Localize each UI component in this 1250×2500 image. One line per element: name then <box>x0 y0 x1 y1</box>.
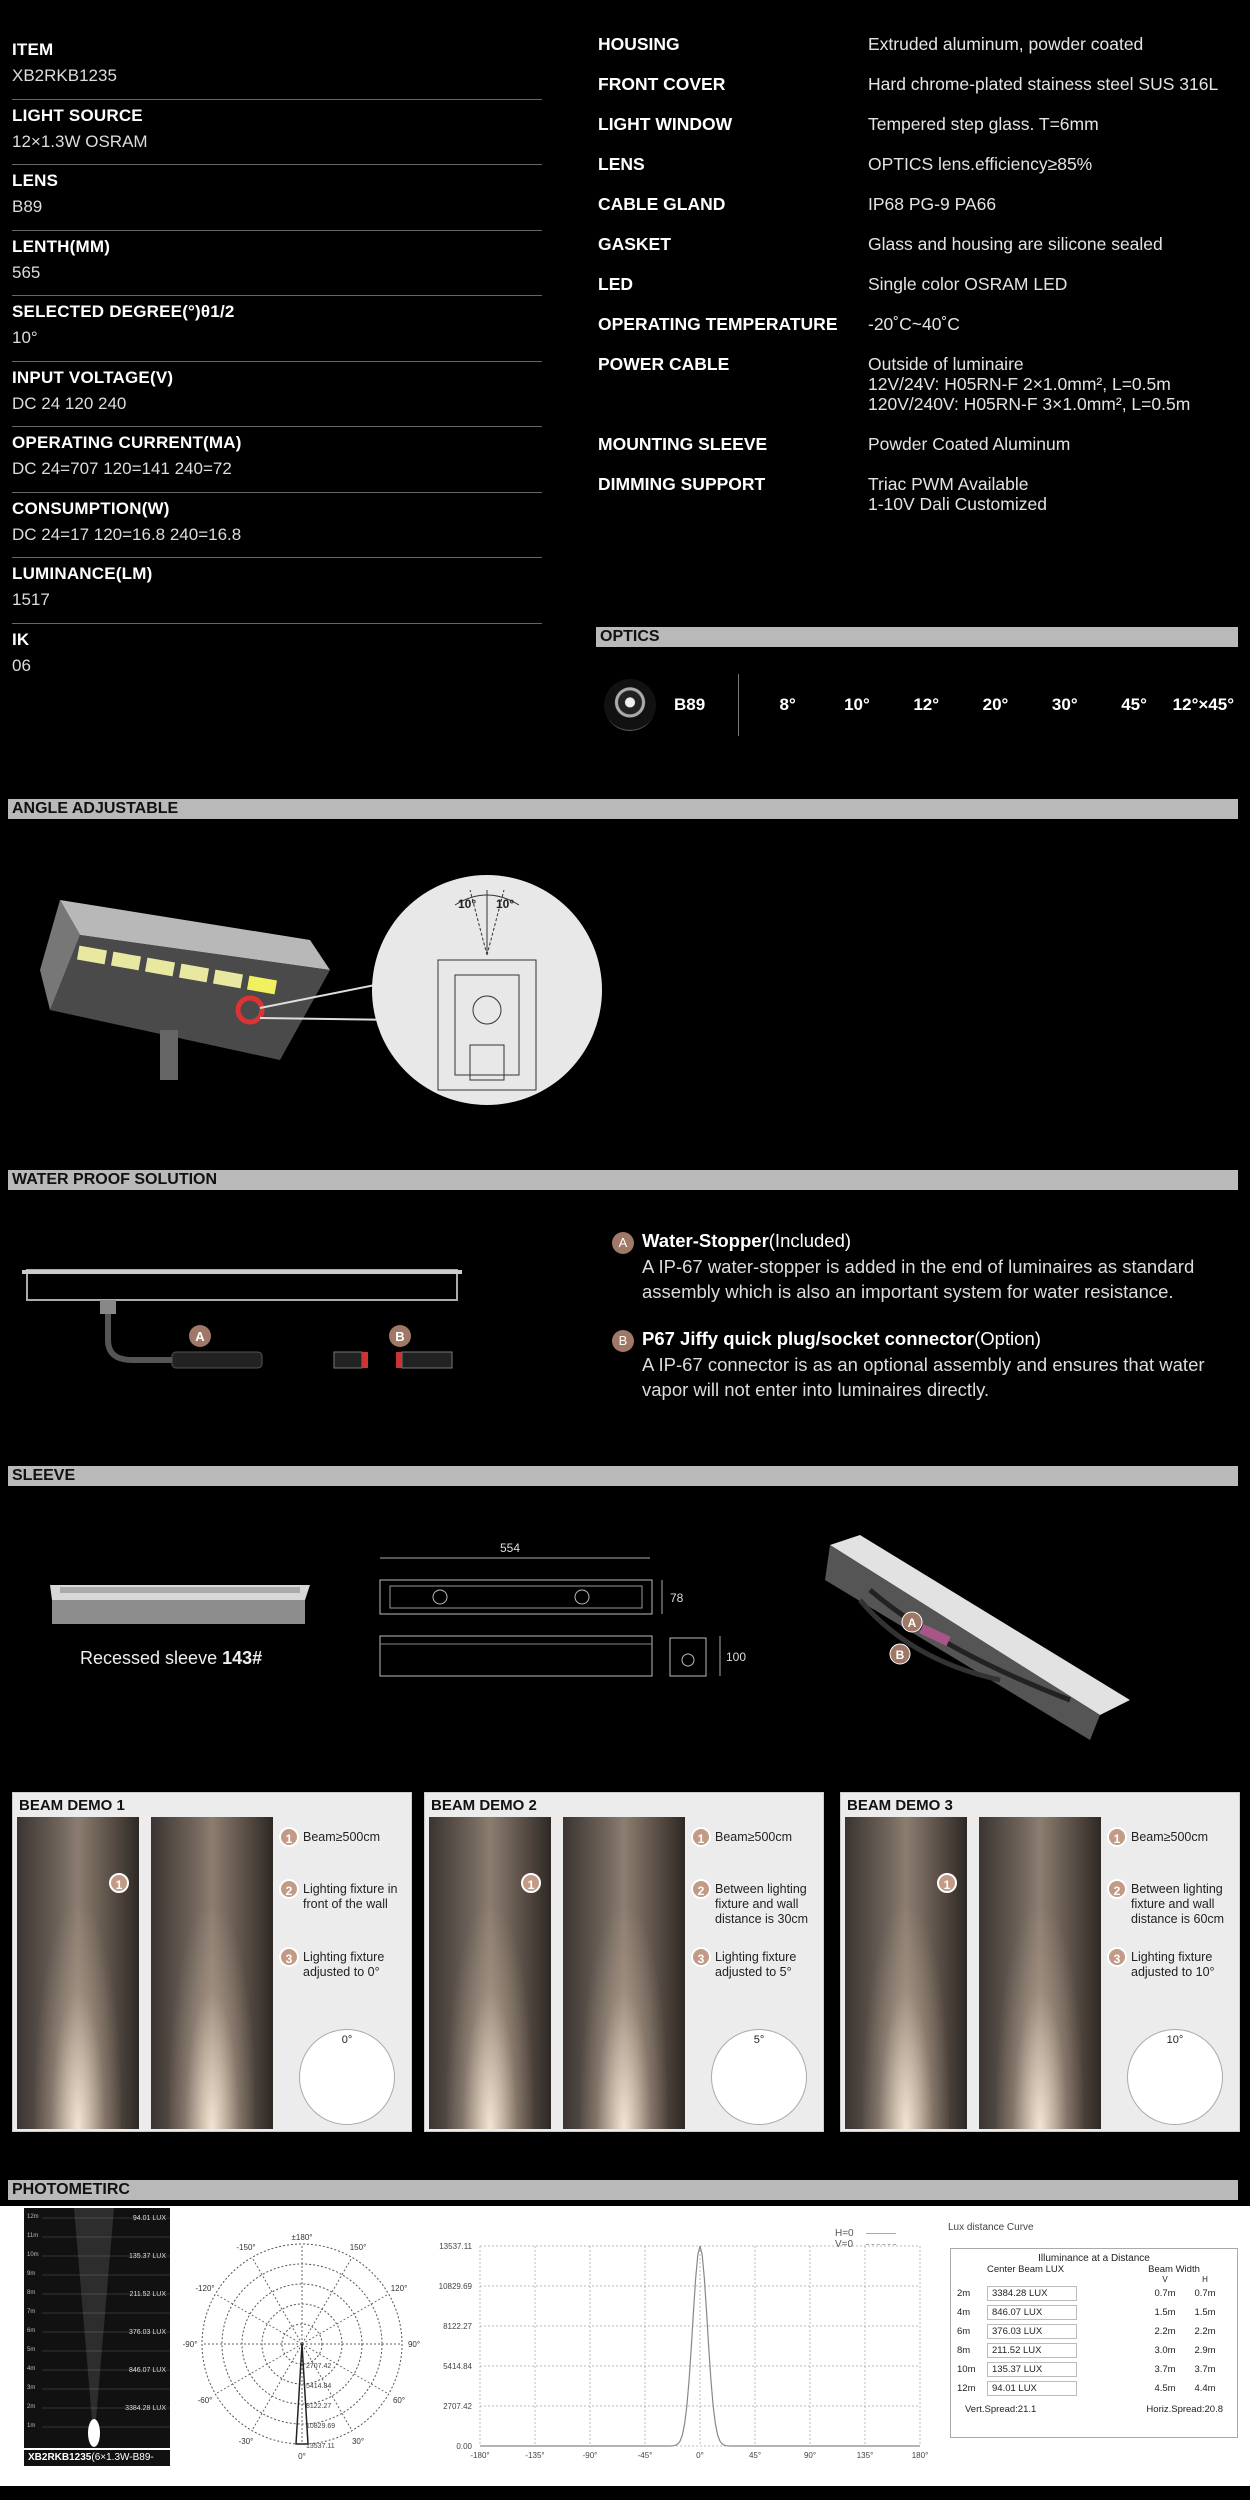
polar-value: 5414.84 <box>306 2383 332 2390</box>
curve-x-tick: 0° <box>696 2451 704 2460</box>
spec-label: INPUT VOLTAGE(V) <box>12 367 174 387</box>
demo-number-badge: 3 <box>691 1947 711 1967</box>
ladder-distance: 7m <box>27 2309 36 2315</box>
vert-spread: Vert.Spread:21.1 <box>965 2404 1037 2415</box>
material-value-line: Triac PWM Available <box>868 474 1029 494</box>
demo-note: Beam≥500cm <box>715 1830 793 1844</box>
optics-row <box>598 670 1238 740</box>
curve-x-tick: 135° <box>856 2451 874 2460</box>
sleeve-drawing <box>370 1540 750 1690</box>
optics-degree: 45° <box>1121 695 1147 714</box>
lux-ladder <box>24 2208 170 2448</box>
material-label: FRONT COVER <box>598 74 726 94</box>
spec-label: LIGHT SOURCE <box>12 105 143 125</box>
sleeve-depth: 100 <box>726 1650 747 1664</box>
curve-y-tick: 13537.11 <box>439 2242 472 2251</box>
spec-item <box>12 165 542 231</box>
curve-y-tick: 2707.42 <box>443 2402 472 2411</box>
material-value-line: 12V/24V: H05RN-F 2×1.0mm², L=0.5m <box>868 374 1171 394</box>
spec-value: 06 <box>12 655 31 675</box>
material-row <box>598 234 1238 274</box>
demo-number-badge: 3 <box>279 1947 299 1967</box>
material-value-line: IP68 PG-9 PA66 <box>868 194 997 214</box>
material-row <box>598 434 1238 474</box>
optics-degree: 10° <box>844 695 870 714</box>
ladder-distance: 8m <box>27 2290 36 2296</box>
waterproof-text <box>612 1228 1232 1402</box>
ladder-distance: 9m <box>27 2271 36 2277</box>
table-row: 2m 3384.28 LUX 0.7m 0.7m <box>957 2288 1216 2299</box>
material-value-line: Outside of luminaire <box>868 354 1024 374</box>
material-label: GASKET <box>598 234 671 254</box>
demo-note: Lighting fixture adjusted to 0° <box>303 1950 385 1979</box>
material-row <box>598 194 1238 234</box>
spec-label: ITEM <box>12 40 54 59</box>
material-row <box>598 354 1238 434</box>
material-label: HOUSING <box>598 34 680 54</box>
material-value-line: 120V/240V: H05RN-F 3×1.0mm², L=0.5m <box>868 394 1191 414</box>
demo-number-badge: 2 <box>279 1879 299 1899</box>
spec-label: OPERATING CURRENT(MA) <box>12 433 242 452</box>
material-label: LED <box>598 274 633 294</box>
curve-x-tick: 180° <box>911 2451 929 2460</box>
material-value <box>868 74 1238 114</box>
spec-item <box>12 427 542 493</box>
material-value <box>868 314 1238 354</box>
col-h: H <box>1202 2275 1208 2284</box>
demo-number-badge: 1 <box>279 1827 299 1847</box>
sleeve-height: 78 <box>670 1591 684 1605</box>
demo-note: Lighting fixture in front of the wall <box>303 1882 398 1911</box>
angle-gauge <box>711 2029 807 2125</box>
materials-table <box>598 34 1238 534</box>
demo-number-badge: 1 <box>1107 1827 1127 1847</box>
curve-x-tick: -135° <box>525 2451 545 2460</box>
spec-value: XB2RKB1235 <box>12 66 117 85</box>
material-value <box>868 114 1238 154</box>
section-photometric: PHOTOMETIRC <box>8 2180 1238 2200</box>
polar-angle-label: 90° <box>407 2340 421 2349</box>
material-value-line: Hard chrome-plated stainess steel SUS 316L <box>868 74 1219 94</box>
curve-x-tick: -45° <box>637 2451 653 2460</box>
spec-value: 565 <box>12 262 41 282</box>
demo-number-badge: 1 <box>109 1873 129 1893</box>
curve-x-tick: -90° <box>582 2451 598 2460</box>
section-optics: OPTICS <box>596 627 1238 647</box>
water-stopper-text: A IP-67 water-stopper is added in the end of luminaires as standard assembly which is also an important system for water resistance. <box>642 1256 1195 1302</box>
intensity-curve <box>420 2216 940 2486</box>
spec-item <box>12 231 542 297</box>
col-center: Center Beam LUX <box>987 2264 1065 2275</box>
wall-photo <box>979 1817 1101 2129</box>
ladder-lux: 376.03 LUX <box>129 2329 166 2336</box>
material-value <box>868 274 1238 314</box>
connector-text: A IP-67 connector is as an optional assembly and ensures that water vapor will not enter into luminaires directly. <box>642 1354 1205 1400</box>
demo-note: Between lighting fixture and wall distance is 60cm <box>1131 1882 1225 1926</box>
spec-label: IK <box>12 629 30 649</box>
optics-degree: 30° <box>1051 695 1078 714</box>
assembly-badge-a: A <box>907 1616 917 1630</box>
material-label: MOUNTING SLEEVE <box>598 434 768 454</box>
material-value-line: Single color OSRAM LED <box>868 274 1068 294</box>
beam-demo-title: BEAM DEMO 3 <box>847 1797 953 1814</box>
material-value-line: OPTICS lens.efficiency≥85% <box>868 154 1093 174</box>
spec-label: LUMINANCE(LM) <box>12 564 153 583</box>
curve-x-tick: -180° <box>470 2451 490 2460</box>
polar-angle-label: -150° <box>236 2243 256 2253</box>
ladder-distance: 6m <box>27 2328 36 2334</box>
material-value-line: Glass and housing are silicone sealed <box>868 234 1163 254</box>
spec-item <box>12 362 542 428</box>
table-row: 8m 211.52 LUX 3.0m 2.9m <box>957 2345 1216 2356</box>
sleeve-assembly-image <box>820 1530 1140 1750</box>
col-width: Beam Width <box>1148 2264 1200 2275</box>
material-value <box>868 194 1238 234</box>
material-row <box>598 114 1238 154</box>
material-row <box>598 34 1238 74</box>
material-value <box>868 434 1238 474</box>
spec-item <box>12 624 542 690</box>
spec-value: DC 24 120 240 <box>12 393 127 413</box>
optics-degree: 12° <box>913 695 940 714</box>
demo-note: Beam≥500cm <box>1131 1830 1209 1844</box>
material-value-line: Extruded aluminum, powder coated <box>868 34 1144 54</box>
spec-label: LENTH(MM) <box>12 236 111 256</box>
curve-x-tick: 45° <box>748 2451 762 2460</box>
angle-gauge <box>299 2029 395 2125</box>
ladder-lux: 94.01 LUX <box>132 2215 166 2222</box>
ladder-distance: 4m <box>27 2366 36 2372</box>
ladder-distance: 10m <box>27 2252 39 2258</box>
lens-icon <box>604 679 656 731</box>
polar-value: 10829.69 <box>306 2423 336 2430</box>
material-row <box>598 154 1238 194</box>
demo-note: Lighting fixture adjusted to 5° <box>715 1950 797 1979</box>
demo-number-badge: 2 <box>1107 1879 1127 1899</box>
material-label: DIMMING SUPPORT <box>598 474 766 494</box>
lux-curve-title: Lux distance Curve <box>948 2222 1034 2233</box>
material-value <box>868 34 1238 74</box>
material-value <box>868 474 1238 534</box>
demo-number-badge: 1 <box>521 1873 541 1893</box>
ladder-lux: 846.07 LUX <box>129 2367 166 2374</box>
polar-value: 2707.42 <box>306 2363 332 2370</box>
table-row: 10m 135.37 LUX 3.7m 3.7m <box>957 2364 1216 2375</box>
optics-degree: 12°×45° <box>1172 695 1234 714</box>
sleeve-caption: Recessed sleeve 143# <box>80 1648 263 1668</box>
material-label: LIGHT WINDOW <box>598 114 733 134</box>
water-stopper-title: A Water-Stopper(Included) <box>612 1228 1232 1254</box>
material-row <box>598 274 1238 314</box>
wall-photo <box>151 1817 273 2129</box>
optics-lens-name: B89 <box>674 695 706 714</box>
polar-angle-label: -30° <box>238 2436 254 2446</box>
curve-y-tick: 5414.84 <box>443 2362 472 2371</box>
polar-angle-label: -120° <box>195 2284 215 2293</box>
polar-value: 13537.11 <box>306 2443 335 2450</box>
gauge-degree: 10° <box>1166 2034 1184 2046</box>
sleeve-length: 554 <box>499 1541 521 1555</box>
curve-x-tick: 90° <box>803 2451 817 2460</box>
spec-item <box>12 493 542 559</box>
spec-list <box>12 34 542 689</box>
horiz-spread: Horiz.Spread:20.8 <box>1146 2404 1223 2415</box>
section-sleeve: SLEEVE <box>8 1466 1238 1486</box>
gauge-degree: 5° <box>753 2034 765 2046</box>
material-row <box>598 314 1238 354</box>
spec-item <box>12 34 542 100</box>
spec-value: DC 24=707 120=141 240=72 <box>12 459 232 478</box>
demo-number-badge: 1 <box>937 1873 957 1893</box>
demo-number-badge: 3 <box>1107 1947 1127 1967</box>
material-label: CABLE GLAND <box>598 194 726 214</box>
beam-demo-title: BEAM DEMO 2 <box>431 1797 537 1814</box>
fixture-image <box>40 900 400 1080</box>
material-label: POWER CABLE <box>598 354 730 374</box>
optics-degree: 8° <box>779 695 796 714</box>
wall-photo <box>17 1817 139 2129</box>
polar-value: 8122.27 <box>306 2403 332 2410</box>
material-label: OPERATING TEMPERATURE <box>598 314 838 334</box>
angle-gauge <box>1127 2029 1223 2125</box>
material-value-line: 1-10V Dali Customized <box>868 494 1047 514</box>
polar-diagram <box>182 2206 430 2486</box>
curve-y-tick: 0.00 <box>456 2442 472 2451</box>
section-water-proof: WATER PROOF SOLUTION <box>8 1170 1238 1190</box>
illuminance-table <box>950 2248 1238 2438</box>
polar-angle-label: -90° <box>182 2340 198 2349</box>
section-angle-adjustable: ANGLE ADJUSTABLE <box>8 799 1238 819</box>
badge-b: B <box>395 1329 405 1344</box>
angle-right: 10° <box>496 897 515 911</box>
ladder-lux: 135.37 LUX <box>129 2253 166 2260</box>
divider <box>738 674 739 736</box>
optics-degrees <box>753 695 1238 715</box>
ladder-distance: 12m <box>27 2214 39 2220</box>
material-value <box>868 234 1238 274</box>
waterproof-illustration <box>22 1260 502 1390</box>
polar-angle-label: 120° <box>390 2284 408 2293</box>
material-value-line: Powder Coated Aluminum <box>868 434 1071 454</box>
table-row: 12m 94.01 LUX 4.5m 4.4m <box>957 2383 1216 2394</box>
polar-angle-label: 30° <box>351 2436 365 2446</box>
curve-y-tick: 10829.69 <box>438 2282 472 2291</box>
ladder-footer: XB2RKB1235(6×1.3W-B89-10°) <box>24 2450 170 2466</box>
demo-note: Lighting fixture adjusted to 10° <box>1131 1950 1215 1979</box>
polar-angle-label: 60° <box>392 2396 406 2405</box>
spec-label: SELECTED DEGREE(°)θ1/2 <box>12 302 235 321</box>
demo-note: Beam≥500cm <box>303 1830 381 1844</box>
table-row: 4m 846.07 LUX 1.5m 1.5m <box>957 2307 1216 2318</box>
table-row: 6m 376.03 LUX 2.2m 2.2m <box>957 2326 1216 2337</box>
material-value <box>868 354 1238 434</box>
spec-value: 10° <box>12 328 38 347</box>
ladder-lux: 211.52 LUX <box>129 2291 166 2298</box>
ladder-distance: 11m <box>27 2233 39 2239</box>
polar-angle-label: 150° <box>349 2243 367 2253</box>
curve-legend: H=0 V=0 <box>835 2228 896 2250</box>
spec-value: DC 24=17 120=16.8 240=16.8 <box>12 524 242 544</box>
beam-demo-panel <box>12 1792 412 2132</box>
beam-demo-panel <box>424 1792 824 2132</box>
col-v: V <box>1162 2275 1168 2284</box>
spec-item <box>12 558 542 624</box>
spec-value: B89 <box>12 197 43 216</box>
demo-note: Between lighting fixture and wall distance is 30cm <box>715 1882 809 1926</box>
material-row <box>598 474 1238 534</box>
wall-photo <box>845 1817 967 2129</box>
angle-left: 10° <box>458 897 477 911</box>
sleeve-image <box>40 1575 320 1635</box>
connector-title: B P67 Jiffy quick plug/socket connector(Option) <box>612 1326 1232 1352</box>
polar-angle-label: 0° <box>298 2452 306 2461</box>
material-value <box>868 154 1238 194</box>
table-title: Illuminance at a Distance <box>1038 2253 1150 2264</box>
spec-value: 1517 <box>12 590 50 609</box>
spec-label: CONSUMPTION(W) <box>12 498 170 518</box>
angle-illustration <box>40 860 640 1110</box>
beam-demo-panel <box>840 1792 1240 2132</box>
wall-photo <box>563 1817 685 2129</box>
wall-photo <box>429 1817 551 2129</box>
badge-a: A <box>195 1329 205 1344</box>
demo-number-badge: 2 <box>691 1879 711 1899</box>
optics-degree: 20° <box>982 695 1009 714</box>
gauge-degree: 0° <box>341 2034 353 2046</box>
photometric-panel <box>0 2206 1250 2486</box>
spec-label: LENS <box>12 171 59 190</box>
material-value-line: -20˚C~40˚C <box>868 314 960 334</box>
ladder-distance: 5m <box>27 2347 36 2353</box>
polar-angle-label: -60° <box>197 2396 213 2405</box>
spec-value: 12×1.3W OSRAM <box>12 131 148 151</box>
assembly-badge-b: B <box>895 1648 905 1662</box>
material-label: LENS <box>598 154 645 174</box>
ladder-lux: 3384.28 LUX <box>125 2405 166 2412</box>
material-value-line: Tempered step glass. T=6mm <box>868 114 1099 134</box>
ladder-distance: 3m <box>27 2385 36 2391</box>
curve-y-tick: 8122.27 <box>443 2322 472 2331</box>
polar-top-label: ±180° <box>291 2233 313 2242</box>
spec-item <box>12 100 542 166</box>
spec-item <box>12 296 542 362</box>
beam-demo-title: BEAM DEMO 1 <box>19 1797 125 1814</box>
material-row <box>598 74 1238 114</box>
ladder-distance: 2m <box>27 2404 36 2410</box>
ladder-distance: 1m <box>27 2423 36 2429</box>
demo-number-badge: 1 <box>691 1827 711 1847</box>
